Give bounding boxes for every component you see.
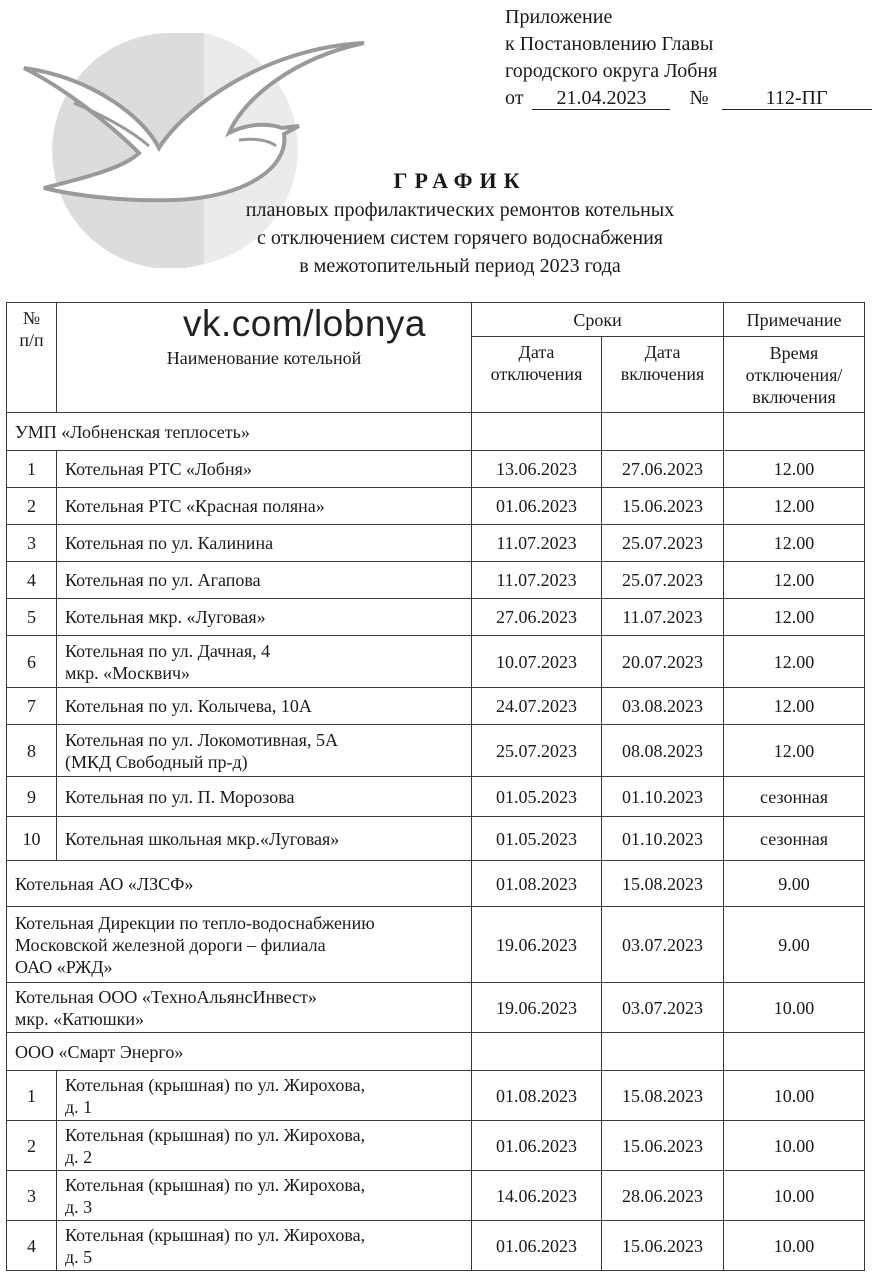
time-note: 10.00 bbox=[724, 1071, 865, 1121]
col-header-off bbox=[472, 337, 602, 413]
boiler-name: Котельная по ул. Колычева, 10А bbox=[57, 688, 472, 725]
empty-cell bbox=[472, 1033, 602, 1071]
table-row bbox=[7, 725, 865, 777]
date-on: 15.06.2023 bbox=[602, 1221, 724, 1271]
time-note: 10.00 bbox=[724, 983, 865, 1033]
boiler-name: Котельная ООО «ТехноАльянсИнвест» мкр. «Катюшки» bbox=[7, 983, 472, 1033]
watermark: vk.com/lobnya bbox=[183, 303, 426, 344]
schedule-table bbox=[6, 302, 865, 1271]
col-header-time bbox=[724, 337, 865, 413]
row-number: 9 bbox=[7, 777, 57, 817]
table-row bbox=[7, 451, 865, 488]
table-row bbox=[7, 777, 865, 817]
boiler-name: Котельная мкр. «Луговая» bbox=[57, 599, 472, 636]
date-off: 27.06.2023 bbox=[472, 599, 602, 636]
time-note: 12.00 bbox=[724, 488, 865, 525]
boiler-name: Котельная РТС «Красная поляна» bbox=[57, 488, 472, 525]
table-row bbox=[7, 907, 865, 983]
table-header-row-1 bbox=[7, 303, 865, 337]
date-off: 11.07.2023 bbox=[472, 562, 602, 599]
date-on: 01.10.2023 bbox=[602, 817, 724, 861]
approval-line-2: к Постановлению Главы bbox=[505, 33, 714, 55]
date-on: 15.06.2023 bbox=[602, 1121, 724, 1171]
col-header-note: Примечание bbox=[724, 303, 865, 337]
row-number: 8 bbox=[7, 725, 57, 777]
heading-line-1: плановых профилактических ремонтов котельных bbox=[245, 199, 675, 221]
table-row bbox=[7, 861, 865, 907]
group-title: ООО «Смарт Энерго» bbox=[7, 1033, 472, 1071]
row-number: 1 bbox=[7, 1071, 57, 1121]
row-number: 5 bbox=[7, 599, 57, 636]
heading-title: ГРАФИК bbox=[393, 168, 527, 193]
document-heading bbox=[180, 166, 740, 280]
time-note: сезонная bbox=[724, 777, 865, 817]
decree-date: 21.04.2023 bbox=[532, 87, 670, 110]
table-row bbox=[7, 688, 865, 725]
group-title-row bbox=[7, 1033, 865, 1071]
empty-cell bbox=[724, 413, 865, 451]
date-on: 15.08.2023 bbox=[602, 1071, 724, 1121]
time-note: 12.00 bbox=[724, 562, 865, 599]
table-row bbox=[7, 562, 865, 599]
date-off: 13.06.2023 bbox=[472, 451, 602, 488]
time-note: 10.00 bbox=[724, 1221, 865, 1271]
table-row bbox=[7, 636, 865, 688]
date-on: 11.07.2023 bbox=[602, 599, 724, 636]
date-off: 01.05.2023 bbox=[472, 777, 602, 817]
col-header-terms: Сроки bbox=[472, 303, 724, 337]
time-note: 12.00 bbox=[724, 451, 865, 488]
time-note: сезонная bbox=[724, 817, 865, 861]
time-note: 12.00 bbox=[724, 599, 865, 636]
row-number: 3 bbox=[7, 525, 57, 562]
date-prefix: от bbox=[505, 87, 524, 109]
row-number: 4 bbox=[7, 1221, 57, 1271]
boiler-name: Котельная (крышная) по ул. Жирохова, д. 2 bbox=[57, 1121, 472, 1171]
row-number: 1 bbox=[7, 451, 57, 488]
boiler-name: Котельная школьная мкр.«Луговая» bbox=[57, 817, 472, 861]
table-row bbox=[7, 525, 865, 562]
date-on: 25.07.2023 bbox=[602, 525, 724, 562]
date-on: 03.08.2023 bbox=[602, 688, 724, 725]
date-off: 10.07.2023 bbox=[472, 636, 602, 688]
table-row bbox=[7, 817, 865, 861]
approval-line-3: городского округа Лобня bbox=[505, 60, 718, 82]
empty-cell bbox=[602, 413, 724, 451]
row-number: 4 bbox=[7, 562, 57, 599]
row-number: 3 bbox=[7, 1171, 57, 1221]
boiler-name: Котельная по ул. Дачная, 4 мкр. «Москвич» bbox=[57, 636, 472, 688]
empty-cell bbox=[602, 1033, 724, 1071]
date-off: 01.05.2023 bbox=[472, 817, 602, 861]
time-note: 10.00 bbox=[724, 1171, 865, 1221]
col-header-on bbox=[602, 337, 724, 413]
group-title-row bbox=[7, 413, 865, 451]
col-header-on-text: Дата включения bbox=[620, 342, 705, 384]
table-row bbox=[7, 1121, 865, 1171]
time-note: 12.00 bbox=[724, 525, 865, 562]
table-row bbox=[7, 983, 865, 1033]
time-note: 10.00 bbox=[724, 1121, 865, 1171]
time-note: 9.00 bbox=[724, 907, 865, 983]
time-note: 12.00 bbox=[724, 725, 865, 777]
date-off: 19.06.2023 bbox=[472, 983, 602, 1033]
col-header-off-text: Дата отключения bbox=[490, 342, 583, 384]
group-title: УМП «Лобненская теплосеть» bbox=[7, 413, 472, 451]
col-header-time-text: Время отключения/ включения bbox=[745, 342, 843, 407]
date-on: 20.07.2023 bbox=[602, 636, 724, 688]
number-label: № bbox=[689, 87, 709, 109]
row-number: 2 bbox=[7, 488, 57, 525]
date-on: 27.06.2023 bbox=[602, 451, 724, 488]
date-off: 24.07.2023 bbox=[472, 688, 602, 725]
boiler-name: Котельная (крышная) по ул. Жирохова, д. 3 bbox=[57, 1171, 472, 1221]
table-row bbox=[7, 1221, 865, 1271]
table-row bbox=[7, 488, 865, 525]
boiler-name: Котельная по ул. Локомотивная, 5А (МКД Свободный пр-д) bbox=[57, 725, 472, 777]
date-off: 19.06.2023 bbox=[472, 907, 602, 983]
row-number: 10 bbox=[7, 817, 57, 861]
date-on: 28.06.2023 bbox=[602, 1171, 724, 1221]
approval-line-1: Приложение bbox=[505, 6, 613, 28]
boiler-name: Котельная АО «ЛЗСФ» bbox=[7, 861, 472, 907]
date-on: 03.07.2023 bbox=[602, 907, 724, 983]
empty-cell bbox=[472, 413, 602, 451]
boiler-name: Котельная по ул. П. Морозова bbox=[57, 777, 472, 817]
table-row bbox=[7, 1171, 865, 1221]
approval-date-line bbox=[505, 85, 865, 112]
date-off: 11.07.2023 bbox=[472, 525, 602, 562]
row-number: 7 bbox=[7, 688, 57, 725]
boiler-name: Котельная РТС «Лобня» bbox=[57, 451, 472, 488]
date-on: 01.10.2023 bbox=[602, 777, 724, 817]
table-row bbox=[7, 599, 865, 636]
approval-block bbox=[505, 4, 865, 112]
time-note: 12.00 bbox=[724, 636, 865, 688]
empty-cell bbox=[724, 1033, 865, 1071]
boiler-name: Котельная Дирекции по тепло-водоснабжению Московской железной дороги – филиала ОАО «РЖД» bbox=[7, 907, 472, 983]
decree-number: 112-ПГ bbox=[722, 87, 872, 110]
date-off: 01.08.2023 bbox=[472, 861, 602, 907]
date-off: 01.06.2023 bbox=[472, 1121, 602, 1171]
row-number: 6 bbox=[7, 636, 57, 688]
date-on: 03.07.2023 bbox=[602, 983, 724, 1033]
time-note: 9.00 bbox=[724, 861, 865, 907]
heading-line-3: в межотопительный период 2023 года bbox=[299, 255, 621, 277]
col-header-num bbox=[7, 303, 57, 413]
boiler-name: Котельная (крышная) по ул. Жирохова, д. 1 bbox=[57, 1071, 472, 1121]
date-off: 14.06.2023 bbox=[472, 1171, 602, 1221]
boiler-name: Котельная по ул. Калинина bbox=[57, 525, 472, 562]
date-off: 25.07.2023 bbox=[472, 725, 602, 777]
boiler-name: Котельная (крышная) по ул. Жирохова, д. 5 bbox=[57, 1221, 472, 1271]
date-off: 01.06.2023 bbox=[472, 1221, 602, 1271]
date-on: 15.06.2023 bbox=[602, 488, 724, 525]
boiler-name: Котельная по ул. Агапова bbox=[57, 562, 472, 599]
col-header-name-text: Наименование котельной bbox=[166, 347, 362, 368]
table-row bbox=[7, 1071, 865, 1121]
date-off: 01.08.2023 bbox=[472, 1071, 602, 1121]
row-number: 2 bbox=[7, 1121, 57, 1171]
date-on: 25.07.2023 bbox=[602, 562, 724, 599]
date-off: 01.06.2023 bbox=[472, 488, 602, 525]
date-on: 08.08.2023 bbox=[602, 725, 724, 777]
heading-line-2: с отключением систем горячего водоснабжения bbox=[257, 227, 663, 249]
time-note: 12.00 bbox=[724, 688, 865, 725]
date-on: 15.08.2023 bbox=[602, 861, 724, 907]
col-header-num-text: № п/п bbox=[19, 308, 44, 350]
